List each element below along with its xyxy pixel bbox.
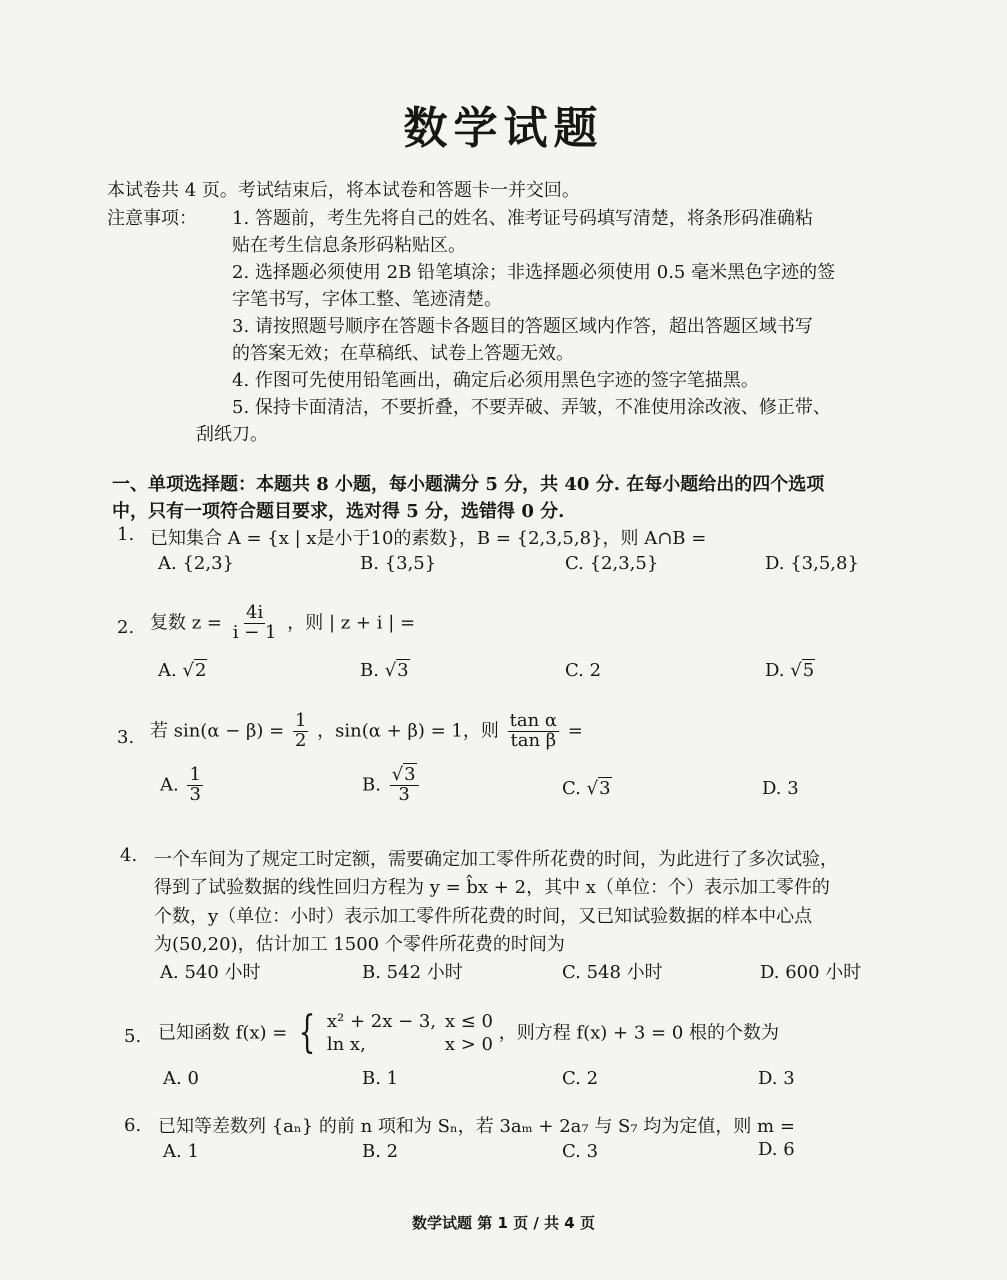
q6-stem: 已知等差数列 {aₙ} 的前 n 项和为 Sₙ，若 3aₘ + 2a₇ 与 S₇ 均为定值，则 m = xyxy=(158,1116,795,1137)
q2-option-d-radicand: 5 xyxy=(802,660,815,681)
q1-option-c: C. {2,3,5} xyxy=(565,553,659,574)
sqrt-icon: √3 xyxy=(391,764,416,785)
q5-stem-suffix: ，则方程 f(x) + 3 = 0 根的个数为 xyxy=(498,1022,779,1044)
q4-option-b: B. 542 小时 xyxy=(362,962,463,983)
q3-option-a-denominator: 3 xyxy=(189,783,201,805)
q4-option-d: D. 600 小时 xyxy=(760,962,862,983)
q2-option-b xyxy=(360,660,410,681)
q3-stem-part2: ，sin(α + β) = 1，则 xyxy=(317,720,499,742)
q3-option-a-fraction xyxy=(187,766,202,805)
q3-number: 3. xyxy=(117,727,135,748)
q5-stem-prefix: 已知函数 f(x) = xyxy=(158,1022,288,1044)
q5-piecewise xyxy=(327,1010,493,1057)
q1-option-b: B. {3,5} xyxy=(360,553,437,574)
sqrt-icon: √3 xyxy=(384,660,409,681)
q5-case-1 xyxy=(327,1010,493,1033)
q3-option-a-label: A. xyxy=(160,774,179,796)
q2-option-a-label: A. xyxy=(158,660,177,681)
q5-option-c: C. 2 xyxy=(562,1068,599,1089)
q2-number: 2. xyxy=(117,617,135,638)
q4-line3: 个数，y（单位：小时）表示加工零件所花费的时间，又已知试验数据的样本中心点 xyxy=(154,906,813,927)
q3-option-b-fraction xyxy=(390,766,419,805)
q4-number: 4. xyxy=(120,845,138,866)
q3-fraction-half-numerator: 1 xyxy=(294,710,307,731)
notice-item-3a: 3. 请按照题号顺序在答题卡各题目的答题区域内作答，超出答题区域书写 xyxy=(232,316,813,337)
q5-case-1-cond: x ≤ 0 xyxy=(444,1011,493,1032)
intro-text: 本试卷共 4 页。考试结束后，将本试卷和答题卡一并交回。 xyxy=(107,180,580,201)
q1-number: 1. xyxy=(117,524,135,545)
q3-option-b-radicand: 3 xyxy=(404,764,416,785)
q5-case-2 xyxy=(327,1033,493,1056)
page-footer: 数学试题 第 1 页 / 共 4 页 xyxy=(412,1214,595,1232)
sqrt-icon: √2 xyxy=(182,660,207,681)
q3-stem-part1: 若 sin(α − β) = xyxy=(150,720,285,742)
q3-option-c xyxy=(562,778,612,799)
q4-line1: 一个车间为了规定工时定额，需要确定加工零件所花费的时间，为此进行了多次试验， xyxy=(154,849,838,870)
notice-item-1a: 1. 答题前，考生先将自己的姓名、准考证号码填写清楚，将条形码准确粘 xyxy=(232,208,813,229)
q2-option-a xyxy=(158,660,207,681)
q5-case-1-expr: x² + 2x − 3, xyxy=(326,1011,437,1032)
q3-option-c-radicand: 3 xyxy=(599,778,611,799)
q6-option-c: C. 3 xyxy=(562,1141,599,1162)
q2-option-a-radicand: 2 xyxy=(194,660,207,681)
q5-case-2-expr: ln x, xyxy=(326,1034,366,1056)
q4-line4: 为(50,20)，估计加工 1500 个零件所花费的时间为 xyxy=(154,934,565,955)
notice-item-2a: 2. 选择题必须使用 2B 铅笔填涂；非选择题必须使用 0.5 毫米黑色字迹的签 xyxy=(232,262,836,283)
q3-option-b xyxy=(362,766,422,805)
sqrt-icon: √3 xyxy=(586,778,611,799)
q3-fraction-half-denominator: 2 xyxy=(294,729,307,751)
q3-option-b-label: B. xyxy=(362,774,381,796)
q1-option-d: D. {3,5,8} xyxy=(765,553,859,574)
q3-option-c-label: C. xyxy=(562,778,581,799)
page-title: 数学试题 xyxy=(403,103,604,154)
q4-option-c: C. 548 小时 xyxy=(562,962,663,983)
q4-line2: 得到了试验数据的线性回归方程为 y = b̂x + 2，其中 x（单位：个）表示加工零件的 xyxy=(154,877,830,898)
q5-option-a: A. 0 xyxy=(163,1068,199,1089)
section-heading-line1: 一、单项选择题：本题共 8 小题，每小题满分 5 分，共 40 分. 在每小题给出的四个选项 xyxy=(112,474,825,495)
q5-option-b: B. 1 xyxy=(362,1068,399,1089)
q6-option-b: B. 2 xyxy=(362,1141,399,1162)
sqrt-icon: √5 xyxy=(790,660,815,681)
q3-fraction-tan xyxy=(508,712,559,751)
q3-option-d: D. 3 xyxy=(762,778,799,799)
q3-option-b-denominator: 3 xyxy=(398,783,410,805)
q2-option-d xyxy=(765,660,815,681)
q5-number: 5. xyxy=(124,1026,142,1047)
q3-stem-part3: = xyxy=(567,720,583,742)
q3-fraction-tan-numerator: tan α xyxy=(509,710,558,731)
q3-option-a-numerator: 1 xyxy=(189,764,201,785)
notice-item-2b: 字笔书写，字体工整、笔迹清楚。 xyxy=(232,289,502,310)
q1-option-a: A. {2,3} xyxy=(158,553,234,574)
q2-option-c: C. 2 xyxy=(565,660,602,681)
q2-fraction-denominator: i − 1 xyxy=(232,621,277,643)
q5-stem xyxy=(158,1007,779,1059)
notice-item-5b: 刮纸刀。 xyxy=(196,424,268,445)
q3-fraction-half xyxy=(293,712,308,751)
q5-case-2-cond: x > 0 xyxy=(444,1034,493,1056)
q2-option-b-label: B. xyxy=(360,660,379,681)
q6-option-a: A. 1 xyxy=(163,1141,199,1162)
q3-option-a xyxy=(160,766,206,805)
q3-fraction-tan-denominator: tan β xyxy=(510,729,557,751)
q5-option-d: D. 3 xyxy=(758,1068,795,1089)
q1-stem: 已知集合 A = {x | x是小于10的素数}，B = {2,3,5,8}，则 A∩B = xyxy=(150,528,707,549)
notice-item-5a: 5. 保持卡面清洁，不要折叠，不要弄破、弄皱，不准使用涂改液、修正带、 xyxy=(232,397,831,418)
q6-option-d: D. 6 xyxy=(758,1139,795,1160)
q2-stem-prefix: 复数 z = xyxy=(150,612,223,634)
q3-stem xyxy=(150,712,583,751)
q2-fraction xyxy=(231,604,279,643)
notice-heading: 注意事项： xyxy=(107,208,197,229)
section-heading-line2: 中，只有一项符合题目要求，选对得 5 分，选错得 0 分. xyxy=(112,501,565,522)
q2-stem-suffix: ，则 | z + i | = xyxy=(287,612,416,634)
notice-item-1b: 贴在考生信息条形码粘贴区。 xyxy=(232,235,466,256)
q4-option-a: A. 540 小时 xyxy=(160,962,261,983)
q3-option-b-numerator xyxy=(390,766,419,786)
q2-option-d-label: D. xyxy=(765,660,785,681)
notice-item-4: 4. 作图可先使用铅笔画出，确定后必须用黑色字迹的签字笔描黑。 xyxy=(232,370,759,391)
notice-item-3b: 的答案无效；在草稿纸、试卷上答题无效。 xyxy=(232,343,574,364)
q2-option-b-radicand: 3 xyxy=(397,660,409,681)
q2-fraction-numerator: 4i xyxy=(246,602,264,623)
q6-number: 6. xyxy=(124,1115,142,1136)
q2-stem xyxy=(150,604,415,643)
left-brace-icon: { xyxy=(298,1007,316,1059)
